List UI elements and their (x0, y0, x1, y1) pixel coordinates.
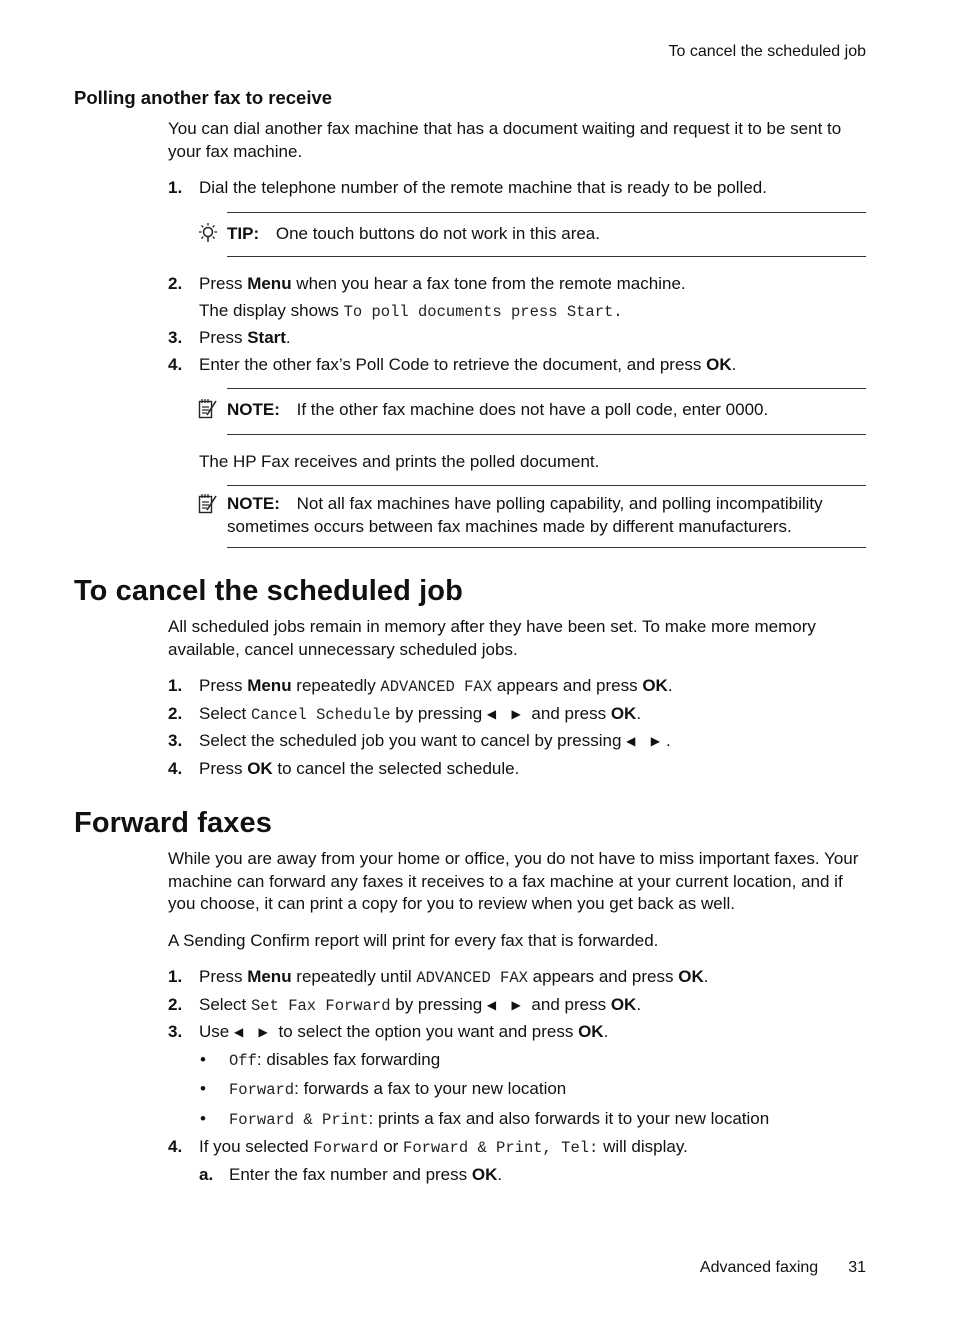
note-text: Not all fax machines have polling capability, and polling incompatibility sometimes occurs between fax machines made by different manufacturers. (227, 494, 823, 536)
menu-key: Menu (247, 676, 292, 695)
step-number: 3. (168, 731, 183, 750)
cancel-heading: To cancel the scheduled job (74, 575, 463, 607)
list-item (74, 1078, 866, 1102)
step-number: 4. (168, 758, 183, 778)
page-number: 31 (848, 1259, 866, 1276)
text: . (665, 731, 671, 750)
left-right-arrow-icon: ◀ ▶ (486, 997, 527, 1012)
forward-step-1 (74, 966, 866, 990)
option-description: : prints a fax and also forwards it to your new location (368, 1108, 770, 1128)
step-number: 1. (168, 676, 183, 695)
cancel-intro: All scheduled jobs remain in memory after they have been set. To make more memory available, cancel unnecessary scheduled jobs. (168, 617, 816, 659)
forward-heading: Forward faxes (74, 807, 272, 839)
menu-key: Menu (247, 967, 292, 986)
text: Use (199, 1022, 234, 1041)
step-number: 2. (168, 994, 183, 1014)
text: If you selected (199, 1137, 314, 1156)
tip-text: One touch buttons do not work in this area. (275, 223, 600, 243)
text: . (285, 328, 291, 347)
text: Enter the fax number and press (229, 1164, 472, 1184)
note-icon (198, 398, 218, 427)
cancel-step-3 (74, 730, 866, 754)
polling-step-2-display (74, 300, 866, 324)
note-label: NOTE: (227, 400, 280, 419)
text: and press (526, 994, 611, 1014)
step-number: 1. (168, 967, 183, 986)
text: . (703, 967, 709, 986)
option-name: Off (229, 1051, 257, 1070)
forward-step-4 (74, 1136, 866, 1160)
tip-box (227, 212, 866, 258)
note-box-2 (227, 485, 866, 548)
text: to cancel the selected schedule. (272, 758, 520, 778)
text: appears and press (492, 676, 643, 695)
left-right-arrow-icon: ◀ ▶ (626, 734, 666, 748)
text: Press (199, 967, 248, 986)
polling-heading: Polling another fax to receive (74, 87, 333, 108)
polling-intro: You can dial another fax machine that has a document waiting and request it to be sent to your fax machine. (168, 119, 842, 161)
left-right-arrow-icon: ◀ ▶ (233, 1025, 274, 1039)
step-number: 4. (168, 1137, 183, 1156)
display-message: ADVANCED FAX (416, 969, 528, 987)
note-text: If the other fax machine does not have a poll code, enter 0000. (296, 400, 769, 419)
polling-result: The HP Fax receives and prints the polled document. (199, 451, 600, 471)
text: Press (199, 328, 248, 347)
text: by pressing (390, 994, 487, 1014)
page-content (74, 86, 866, 1186)
step-number: 3. (168, 328, 183, 347)
forward-intro: While you are away from your home or office, you do not have to miss important faxes. Your machine can forward any faxes it receives to a fax machine at your current location, and if you choose, it can print a copy for you to review when you get back as well. (168, 849, 859, 913)
text: by pressing (390, 703, 487, 723)
ok-key: OK (471, 1164, 498, 1184)
page-footer (700, 1257, 866, 1280)
step-number: 3. (168, 1022, 183, 1041)
text: . (497, 1164, 503, 1184)
text: repeatedly until (291, 967, 417, 986)
forward-step-2 (74, 994, 866, 1018)
text: . (636, 994, 642, 1014)
ok-key: OK (610, 703, 637, 723)
display-message: ADVANCED FAX (380, 678, 493, 696)
text: Press (199, 274, 248, 293)
text: appears and press (527, 967, 679, 986)
step-letter: a. (199, 1164, 214, 1184)
display-message: Cancel Schedule (250, 705, 391, 724)
ok-key: OK (642, 676, 668, 695)
text: The display shows (199, 300, 344, 320)
forward-step-3 (74, 1021, 866, 1045)
start-key: Start (247, 328, 286, 347)
note-icon (198, 493, 218, 522)
option-name: Forward (229, 1081, 295, 1099)
lightbulb-icon (198, 223, 218, 252)
menu-key: Menu (247, 274, 292, 293)
list-item (74, 1049, 866, 1073)
ok-key: OK (706, 354, 732, 374)
cancel-step-4 (74, 758, 866, 781)
text: or (378, 1137, 404, 1156)
ok-key: OK (610, 994, 637, 1014)
ok-key: OK (578, 1022, 604, 1041)
cancel-step-1 (74, 675, 866, 699)
text: when you hear a fax tone from the remote machine. (291, 274, 686, 293)
bullet-icon: • (200, 1049, 206, 1069)
text: Press (199, 676, 248, 695)
footer-section: Advanced faxing (699, 1259, 819, 1276)
forward-step-4a (74, 1164, 866, 1187)
text: repeatedly (291, 676, 381, 695)
forward-report: A Sending Confirm report will print for every fax that is forwarded. (168, 930, 659, 950)
text: Select (199, 994, 251, 1014)
polling-step-4 (74, 354, 866, 377)
note-box-1 (227, 388, 866, 435)
step-number: 2. (168, 274, 183, 293)
polling-step-3 (74, 327, 866, 350)
option-name: Forward & Print (229, 1110, 369, 1129)
note-label: NOTE: (227, 494, 280, 513)
bullet-icon: • (200, 1079, 206, 1098)
text: . (636, 703, 642, 723)
cancel-step-2 (74, 703, 866, 727)
list-item (74, 1108, 866, 1132)
text: Select the scheduled job you want to cancel by pressing (199, 731, 627, 750)
option-description: : forwards a fax to your new location (294, 1079, 567, 1098)
polling-step-2 (74, 273, 866, 296)
display-message: To poll documents press Start. (343, 302, 623, 321)
text: will display. (598, 1137, 688, 1156)
left-right-arrow-icon: ◀ ▶ (486, 706, 527, 721)
display-message: Set Fax Forward (250, 996, 391, 1015)
text: . (731, 354, 737, 374)
step-number: 4. (168, 354, 183, 374)
tip-label: TIP: (227, 223, 260, 243)
text: . (667, 676, 673, 695)
text: . (603, 1022, 609, 1041)
text: Enter the other fax’s Poll Code to retrieve the document, and press (199, 354, 707, 374)
ok-key: OK (247, 758, 273, 778)
text: Press (199, 758, 248, 778)
step-number: 2. (168, 703, 183, 723)
running-header: To cancel the scheduled job (668, 43, 866, 60)
text: and press (526, 703, 611, 723)
option-description: : disables fax forwarding (256, 1049, 441, 1069)
option-name: Forward (313, 1139, 379, 1157)
text: Select (199, 703, 251, 723)
polling-step-1 (74, 177, 866, 200)
bullet-icon: • (200, 1108, 206, 1128)
display-message: Forward & Print, Tel: (403, 1139, 599, 1157)
text: to select the option you want and press (273, 1022, 579, 1041)
step-number: 1. (168, 178, 183, 197)
polling-step-1-text: Dial the telephone number of the remote machine that is ready to be polled. (199, 178, 767, 197)
ok-key: OK (678, 967, 704, 986)
